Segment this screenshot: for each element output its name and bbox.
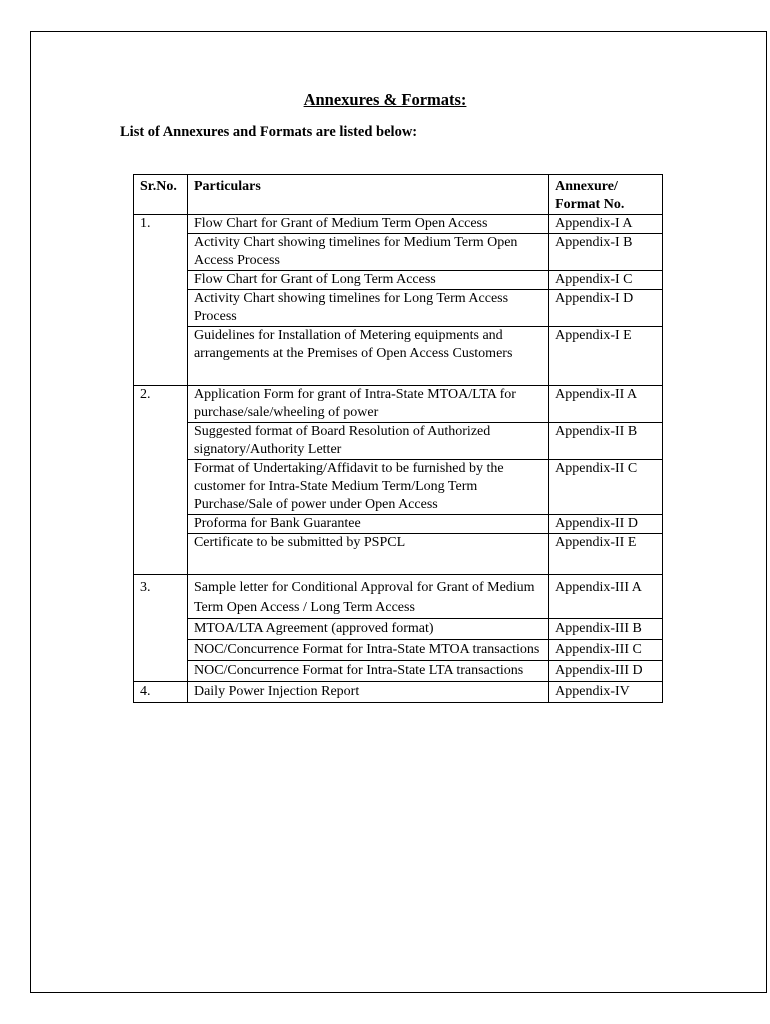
particulars-cell: Flow Chart for Grant of Medium Term Open Access	[187, 215, 548, 234]
particulars-cell: Format of Undertaking/Affidavit to be furnished by the customer for Intra-State Medium Term/Long Term Purchase/Sale of power under Open Access	[187, 460, 548, 515]
annexure-cell: Appendix-II B	[549, 423, 663, 460]
sr-no-cell: 3.	[134, 575, 188, 682]
table-row	[134, 661, 663, 682]
annexure-cell: Appendix-II D	[549, 515, 663, 534]
annexure-cell: Appendix-II E	[549, 534, 663, 553]
annexure-cell: Appendix-III A	[549, 575, 663, 619]
spacer-cell	[187, 363, 548, 386]
group-spacer-row	[134, 363, 663, 386]
table-row	[134, 271, 663, 290]
table-row	[134, 619, 663, 640]
particulars-cell: Sample letter for Conditional Approval for Grant of Medium Term Open Access / Long Term Access	[187, 575, 548, 619]
table-header-row	[134, 175, 663, 215]
particulars-cell: Certificate to be submitted by PSPCL	[187, 534, 548, 553]
particulars-cell: Daily Power Injection Report	[187, 682, 548, 703]
sr-no-cell: 4.	[134, 682, 188, 703]
annexure-cell: Appendix-II C	[549, 460, 663, 515]
intro-text: List of Annexures and Formats are listed below:	[120, 124, 418, 140]
header-annexure	[549, 175, 663, 215]
page-title: Annexures & Formats:	[303, 90, 467, 109]
table-row	[134, 215, 663, 234]
particulars-cell: Application Form for grant of Intra-State MTOA/LTA for purchase/sale/wheeling of power	[187, 386, 548, 423]
table-row	[134, 423, 663, 460]
header-particulars: Particulars	[187, 175, 548, 215]
particulars-cell: NOC/Concurrence Format for Intra-State LTA transactions	[187, 661, 548, 682]
spacer-cell	[549, 363, 663, 386]
header-annexure-line2: Format No.	[555, 197, 625, 212]
annexure-cell: Appendix-III B	[549, 619, 663, 640]
particulars-cell: Activity Chart showing timelines for Long Term Access Process	[187, 290, 548, 327]
table-row	[134, 234, 663, 271]
table-row	[134, 327, 663, 364]
annexure-cell: Appendix-II A	[549, 386, 663, 423]
particulars-cell: Proforma for Bank Guarantee	[187, 515, 548, 534]
group-spacer-row	[134, 552, 663, 575]
particulars-cell: NOC/Concurrence Format for Intra-State MTOA transactions	[187, 640, 548, 661]
table-row	[134, 640, 663, 661]
spacer-cell	[187, 552, 548, 575]
table-row	[134, 290, 663, 327]
table-row	[134, 515, 663, 534]
annexure-cell: Appendix-I D	[549, 290, 663, 327]
header-sr-no: Sr.No.	[134, 175, 188, 215]
particulars-cell: Suggested format of Board Resolution of Authorized signatory/Authority Letter	[187, 423, 548, 460]
particulars-cell: Activity Chart showing timelines for Medium Term Open Access Process	[187, 234, 548, 271]
annexure-cell: Appendix-I C	[549, 271, 663, 290]
table-row	[134, 386, 663, 423]
annexure-cell: Appendix-III D	[549, 661, 663, 682]
annexure-table	[133, 174, 663, 703]
particulars-cell: MTOA/LTA Agreement (approved format)	[187, 619, 548, 640]
header-annexure-line1: Annexure/	[555, 179, 618, 194]
particulars-cell: Flow Chart for Grant of Long Term Access	[187, 271, 548, 290]
annexure-cell: Appendix-I E	[549, 327, 663, 364]
particulars-cell: Guidelines for Installation of Metering equipments and arrangements at the Premises of Open Access Customers	[187, 327, 548, 364]
table-row	[134, 460, 663, 515]
annexure-cell: Appendix-I A	[549, 215, 663, 234]
table-row	[134, 534, 663, 553]
annexure-cell: Appendix-III C	[549, 640, 663, 661]
sr-no-cell: 2.	[134, 386, 188, 575]
annexure-cell: Appendix-I B	[549, 234, 663, 271]
spacer-cell	[549, 552, 663, 575]
table-row	[134, 575, 663, 619]
table-row	[134, 682, 663, 703]
annexure-cell: Appendix-IV	[549, 682, 663, 703]
sr-no-cell: 1.	[134, 215, 188, 386]
